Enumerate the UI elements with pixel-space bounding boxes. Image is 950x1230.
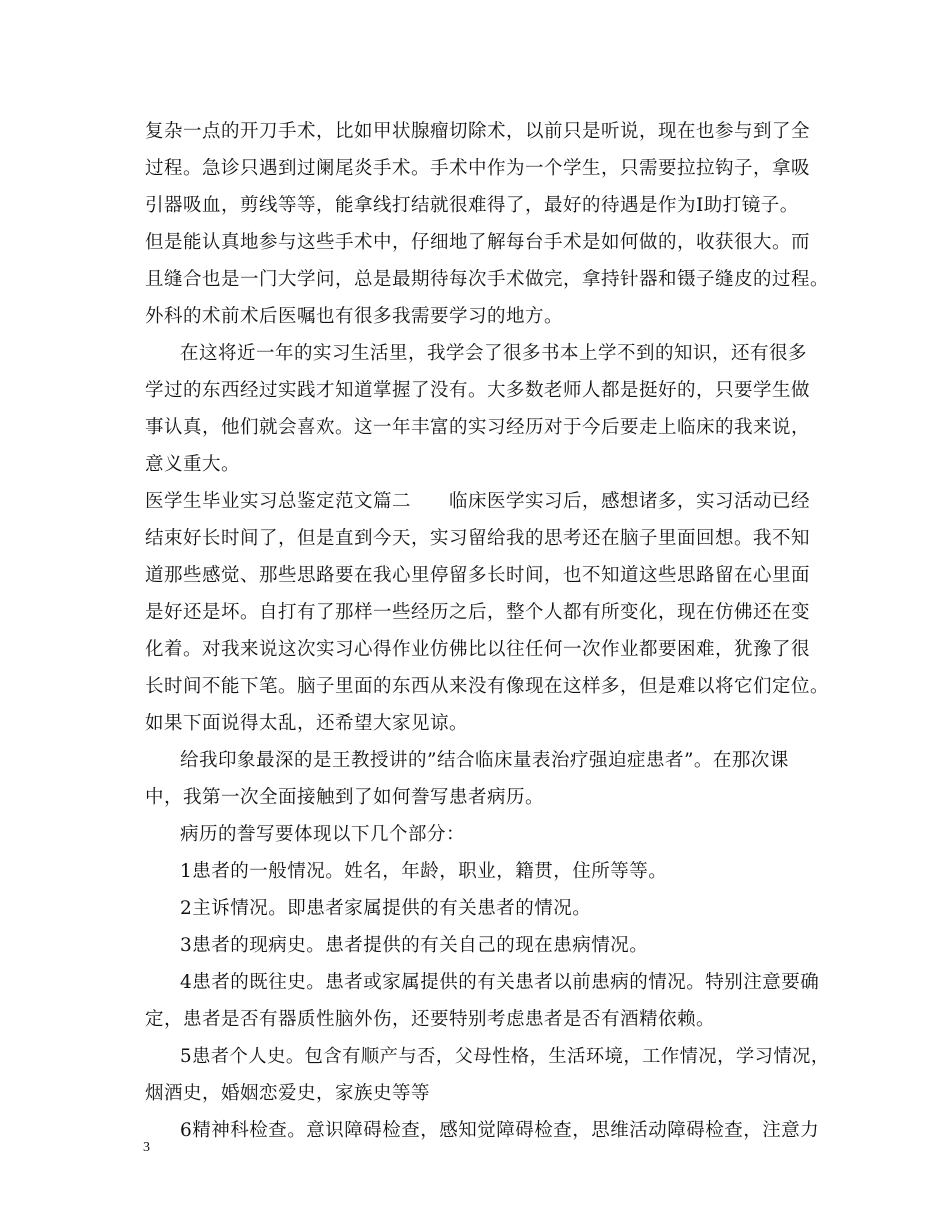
text-line: 在这将近一年的实习生活里，我学会了很多书本上学不到的知识，还有很多 xyxy=(180,343,808,364)
text-line: 意义重大。 xyxy=(145,454,241,475)
text-line: 是好还是坏。自打有了那样一些经历之后，整个人都有所变化，现在仿佛还在变 xyxy=(145,602,811,623)
text-line: 烟酒史，婚姻恋爱史，家族史等等 xyxy=(145,1083,431,1104)
text-line: 化着。对我来说这次实习心得作业仿佛比以往任何一次作业都要困难，犹豫了很 xyxy=(145,639,811,660)
text-line: 但是能认真地参与这些手术中，仔细地了解每台手术是如何做的，收获很大。而 xyxy=(145,232,811,253)
text-line: 如果下面说得太乱，还希望大家见谅。 xyxy=(145,713,469,734)
text-line: 给我印象最深的是王教授讲的”结合临床量表治疗强迫症患者”。在那次课 xyxy=(180,750,789,771)
list-item: 6精神科检查。意识障碍检查，感知觉障碍检查，思维活动障碍检查，注意力 xyxy=(180,1120,820,1141)
list-item: 5患者个人史。包含有顺产与否，父母性格，生活环境，工作情况，学习情况， xyxy=(180,1046,830,1067)
text-line: 复杂一点的开刀手术，比如甲状腺瘤切除术，以前只是听说，现在也参与到了全 xyxy=(145,121,811,142)
text-line: 长时间不能下笔。脑子里面的东西从来没有像现在这样多，但是难以将它们定位。 xyxy=(145,676,830,697)
text-line: 道那些感觉、那些思路要在我心里停留多长时间，也不知道这些思路留在心里面 xyxy=(145,565,811,586)
section-heading-line: 医学生毕业实习总鉴定范文篇二 临床医学实习后，感想诸多，实习活动已经 xyxy=(145,491,811,512)
text-line: 病历的誊写要体现以下几个部分： xyxy=(180,824,466,845)
text-line: 事认真，他们就会喜欢。这一年丰富的实习经历对于今后要走上临床的我来说， xyxy=(145,417,811,438)
list-item: 3患者的现病史。患者提供的有关自己的现在患病情况。 xyxy=(180,935,649,956)
text-line: 过程。急诊只遇到过阑尾炎手术。手术中作为一个学生，只需要拉拉钩子，拿吸 xyxy=(145,158,811,179)
list-item: 4患者的既往史。患者或家属提供的有关患者以前患病的情况。特别注意要确 xyxy=(180,972,820,993)
text-line: 引器吸血，剪线等等，能拿线打结就很难得了，最好的待遇是作为Ⅰ助打镜子。 xyxy=(145,195,799,216)
text-line: 中，我第一次全面接触到了如何誊写患者病历。 xyxy=(145,787,545,808)
text-line: 定，患者是否有器质性脑外伤，还要特别考虑患者是否有酒精依赖。 xyxy=(145,1009,716,1030)
text-line: 外科的术前术后医嘱也有很多我需要学习的地方。 xyxy=(145,306,564,327)
text-line: 学过的东西经过实践才知道掌握了没有。大多数老师人都是挺好的，只要学生做 xyxy=(145,380,811,401)
page-number: 3 xyxy=(143,1140,150,1155)
text-line: 结束好长时间了，但是直到今天，实习留给我的思考还在脑子里面回想。我不知 xyxy=(145,528,811,549)
text-line: 且缝合也是一门大学问，总是最期待每次手术做完，拿持针器和镊子缝皮的过程。 xyxy=(145,269,830,290)
list-item: 1患者的一般情况。姓名，年龄，职业，籍贯，住所等等。 xyxy=(180,861,668,882)
list-item: 2主诉情况。即患者家属提供的有关患者的情况。 xyxy=(180,898,592,919)
